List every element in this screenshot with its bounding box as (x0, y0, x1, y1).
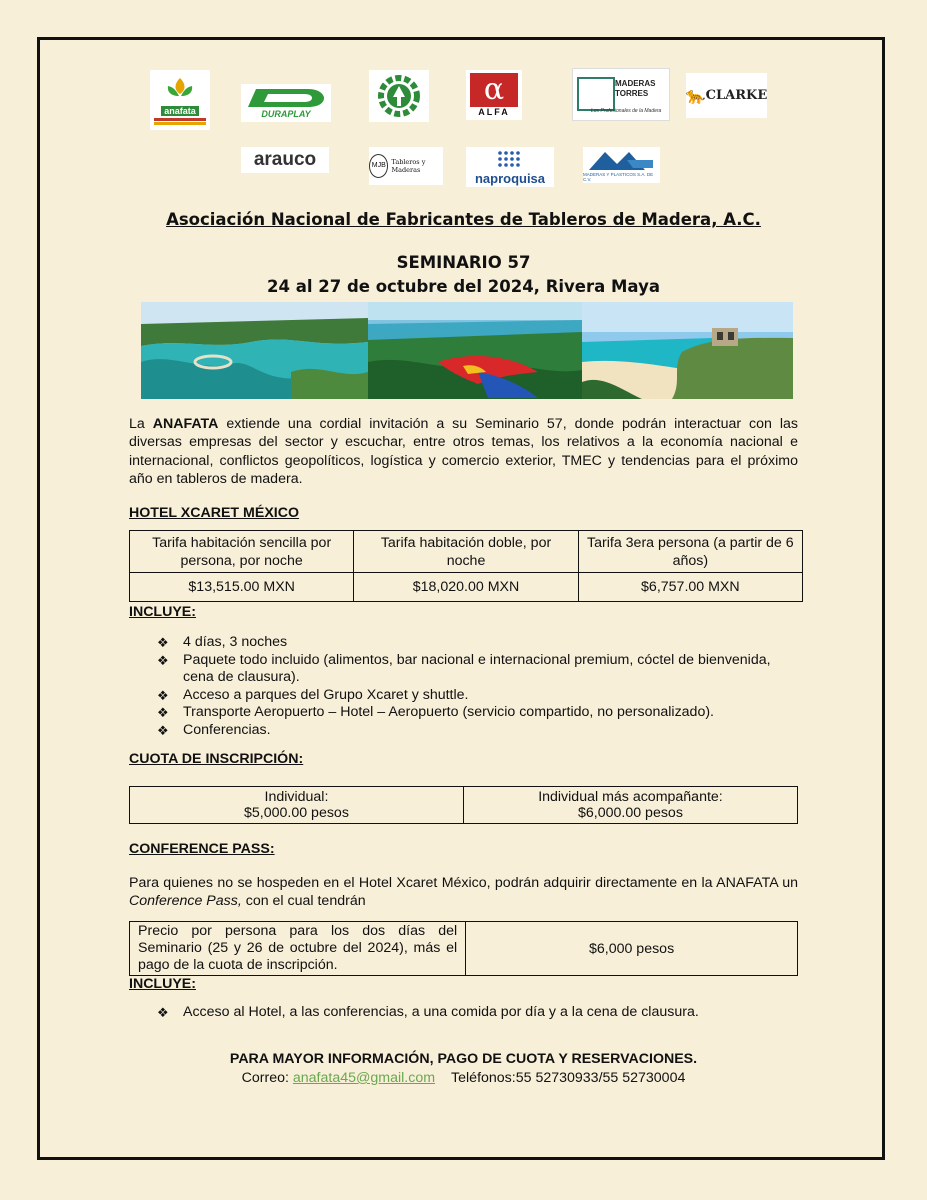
torres-text: TORRES (615, 89, 649, 98)
fee-individual-label: Individual: (264, 789, 329, 805)
fee-companion-cell (463, 787, 797, 824)
duraplay-logo-text: DURAPLAY (261, 109, 311, 119)
fee-individual-cell (130, 787, 464, 824)
list-item-text: 4 días, 3 noches (183, 634, 288, 650)
email-link[interactable]: anafata45@gmail.com (292, 1070, 436, 1086)
intro-pre: La (129, 416, 153, 432)
naproquisa-logo-text: naproquisa (474, 170, 546, 186)
rate-header-third: Tarifa 3era persona (a partir de 6 años) (578, 531, 802, 573)
arauco-logo (241, 147, 329, 173)
table-row (130, 787, 798, 824)
rate-value-single: $13,515.00 MXN (130, 573, 354, 602)
alfa-logo (466, 70, 522, 120)
duraplay-logo (241, 84, 331, 122)
list-item-text: Acceso a parques del Grupo Xcaret y shuttle. (183, 686, 469, 703)
seminar-title: SEMINARIO 57 (396, 253, 531, 272)
email-label: Correo: (241, 1070, 293, 1086)
pass-text-pre: Para quienes no se hospeden en el Hotel Xcaret México, podrán adquirir directamente en la ANAFATA un (129, 875, 798, 891)
phones: Teléfonos:55 52730933/55 52730004 (451, 1070, 686, 1086)
alpha-icon: α (470, 73, 518, 107)
diamond-bullet-icon: ❖ (157, 687, 169, 703)
includes-title: INCLUYE: (129, 604, 196, 620)
photo-tulum (582, 302, 793, 399)
list-item (129, 722, 809, 740)
pass-text-italic: Conference Pass, (129, 893, 242, 910)
anafata-logo-text: anafata (161, 106, 199, 116)
list-item (129, 704, 809, 722)
hotel-title: HOTEL XCARET MÉXICO (129, 505, 300, 521)
footer-title: PARA MAYOR INFORMACIÓN, PAGO DE CUOTA Y RESERVACIONES. (229, 1051, 698, 1067)
intro-paragraph (129, 415, 798, 488)
leaf-icon (162, 76, 198, 106)
rate-header-double: Tarifa habitación doble, por noche (354, 531, 578, 573)
mjb-circle-icon: MJB (369, 154, 388, 178)
list-item (129, 687, 809, 705)
gear-tree-logo (369, 70, 429, 122)
mjb-logo-text: Tableros y Maderas (391, 158, 426, 174)
cat-icon: 🐆 (686, 87, 706, 105)
seminar-dates: 24 al 27 de octubre del 2024, Rivera Maya (267, 277, 660, 296)
fee-individual-value: $5,000.00 pesos (244, 805, 349, 821)
mp-logo-tagline: MADERAS Y PLASTICOS S.A. DE C.V. (583, 172, 654, 182)
clarke-logo (686, 73, 767, 118)
pass-price-value: $6,000 pesos (466, 922, 798, 976)
pass-price-table (129, 921, 798, 976)
photo-lagoon (141, 302, 368, 399)
table-row (130, 922, 798, 976)
fee-table (129, 786, 798, 824)
alfa-logo-text: ALFA (478, 107, 510, 117)
intro-org: ANAFATA (152, 416, 219, 432)
photo-macaw (368, 302, 582, 399)
mt-mark-icon (577, 77, 615, 111)
mp-logo (583, 147, 660, 183)
diamond-bullet-icon: ❖ (157, 705, 169, 720)
naproquisa-logo (466, 147, 554, 187)
diamond-bullet-icon: ❖ (157, 1005, 169, 1020)
anafata-logo (150, 70, 210, 130)
includes2-list (129, 1004, 809, 1022)
pass-price-label: Precio por persona para los dos días del Seminario (25 y 26 de octubre del 2024), más el pago de la cuota de inscripción. (130, 922, 466, 976)
list-item-text: Acceso al Hotel, a las conferencias, a una comida por día y a la cena de clausura. (183, 1004, 699, 1020)
table-row (130, 573, 803, 602)
clarke-logo-text: CLARKE (705, 88, 767, 103)
duraplay-mark-icon (246, 87, 326, 109)
hotel-rates-table (129, 530, 803, 602)
maderas-text: MADERAS (615, 79, 656, 88)
dot-grid-icon (495, 149, 525, 171)
intro-body: extiende una cordial invitación a su Seminario 57, donde podrán interactuar con las diversas empresas del sector y escuchar, entre otros temas, los relativos a la economía nacional e internacional, conflictos geopolíticos, logística y comercio exterior, TMEC y tendencias para el próximo año en tableros de madera. (129, 416, 798, 487)
list-item-text: Paquete todo incluido (alimentos, bar nacional e internacional premium, cóctel de bienvenida, cena de clausura). (183, 651, 771, 685)
pass-paragraph (129, 874, 798, 911)
table-row (130, 531, 803, 573)
diamond-bullet-icon: ❖ (157, 722, 169, 738)
list-item (129, 652, 809, 687)
rate-value-third: $6,757.00 MXN (578, 573, 802, 602)
pass-text-post: con el cual tendrán (241, 893, 366, 910)
list-item-text: Transporte Aeropuerto – Hotel – Aeropuerto (servicio compartido, no personalizado). (183, 704, 715, 720)
maderas-torres-tagline: Los Profesionales de la Madera (591, 108, 662, 114)
arauco-logo-text: arauco (253, 149, 317, 170)
list-item (129, 1004, 809, 1022)
fee-title: CUOTA DE INSCRIPCIÓN: (129, 751, 304, 767)
mjb-logo (369, 147, 443, 185)
maderas-torres-logo (572, 68, 670, 121)
diamond-bullet-icon: ❖ (157, 635, 169, 650)
gear-icon (374, 73, 424, 119)
mp-mark-icon (587, 148, 657, 172)
association-heading: Asociación Nacional de Fabricantes de Tableros de Madera, A.C. (166, 210, 761, 229)
list-item (129, 634, 809, 652)
includes-list (129, 634, 809, 739)
pass-title: CONFERENCE PASS: (129, 841, 275, 857)
footer-contact (0, 1070, 927, 1086)
fee-companion-value: $6,000.00 pesos (578, 805, 683, 821)
list-item-text: Conferencias. (183, 721, 271, 738)
rate-value-double: $18,020.00 MXN (354, 573, 578, 602)
diamond-bullet-icon: ❖ (157, 652, 169, 668)
includes2-title: INCLUYE: (129, 976, 196, 992)
rate-header-single: Tarifa habitación sencilla por persona, por noche (130, 531, 354, 573)
fee-companion-label: Individual más acompañante: (538, 789, 723, 805)
